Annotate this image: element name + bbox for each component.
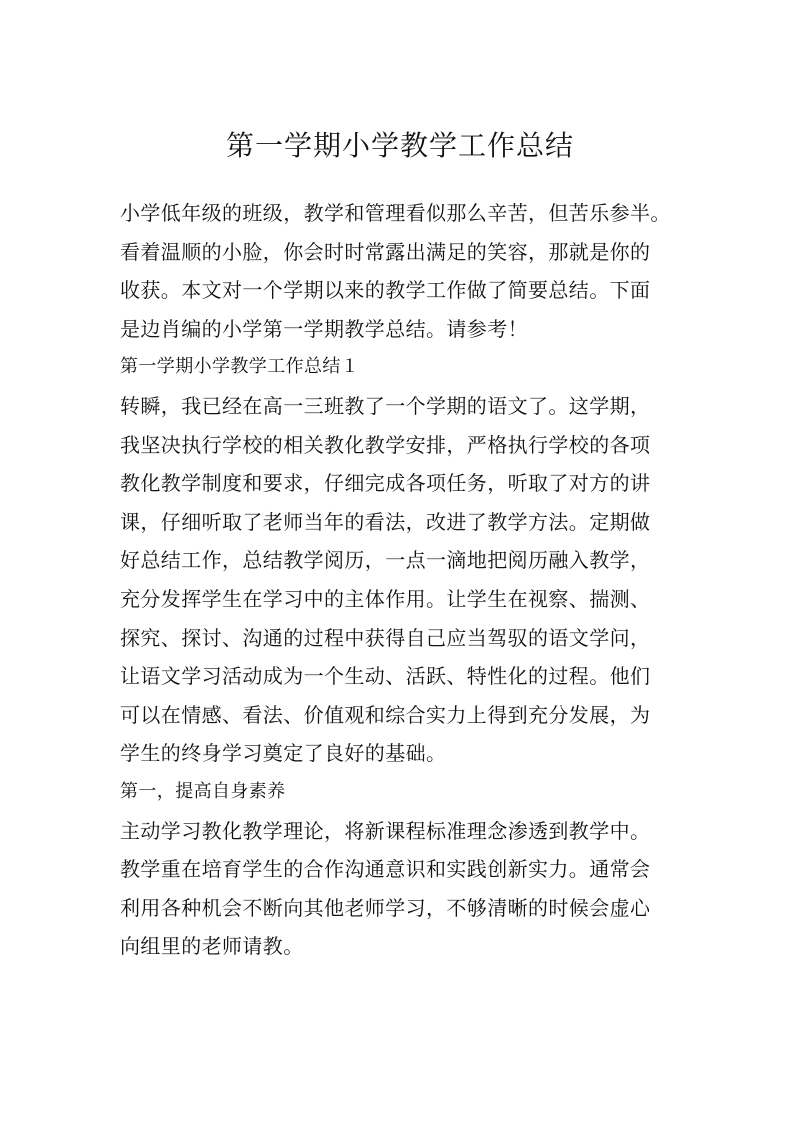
section-heading: 第一，提高自身素养	[120, 780, 286, 802]
paragraph-line: 学生的终身学习奠定了良好的基础。	[120, 741, 447, 766]
paragraph-line: 是边肖编的小学第一学期教学总结。请参考！	[120, 316, 528, 341]
paragraph-line: 教化教学制度和要求，仔细完成各项任务，听取了对方的讲	[120, 471, 651, 496]
paragraph-line: 小学低年级的班级，教学和管理看似那么辛苦，但苦乐参半。	[120, 201, 671, 225]
paragraph-line: 充分发挥学生在学习中的主体作用。让学生在视察、揣测、	[120, 586, 651, 611]
paragraph-line: 教学重在培育学生的合作沟通意识和实践创新实力。通常会	[120, 857, 651, 882]
paragraph-line: 课，仔细听取了老师当年的看法，改进了教学方法。定期做	[120, 509, 651, 534]
section-heading: 第一学期小学教学工作总结１	[120, 356, 360, 378]
paragraph-line: 利用各种机会不断向其他老师学习，不够清晰的时候会虚心	[120, 895, 651, 920]
paragraph-line: 探究、探讨、沟通的过程中获得自己应当驾驭的语文学问，	[120, 625, 651, 650]
paragraph-line: 向组里的老师请教。	[120, 934, 304, 959]
paragraph-line: 好总结工作，总结教学阅历，一点一滴地把阅历融入教学，	[120, 548, 651, 573]
paragraph-line: 转瞬，我已经在高一三班教了一个学期的语文了。这学期，	[120, 393, 651, 418]
paragraph-line: 看着温顺的小脸，你会时时常露出满足的笑容，那就是你的	[120, 239, 651, 264]
paragraph-line: 可以在情感、看法、价值观和综合实力上得到充分发展，为	[120, 702, 651, 727]
document-body	[120, 194, 700, 966]
paragraph-line: 我坚决执行学校的相关教化教学安排，严格执行学校的各项	[120, 432, 651, 457]
document-title: 第一学期小学教学工作总结	[225, 129, 574, 162]
paragraph-line: 让语文学习活动成为一个生动、活跃、特性化的过程。他们	[120, 664, 651, 689]
paragraph-line: 主动学习教化教学理论，将新课程标准理念渗透到教学中。	[120, 818, 651, 843]
paragraph-line: 收获。本文对一个学期以来的教学工作做了简要总结。下面	[120, 278, 651, 303]
